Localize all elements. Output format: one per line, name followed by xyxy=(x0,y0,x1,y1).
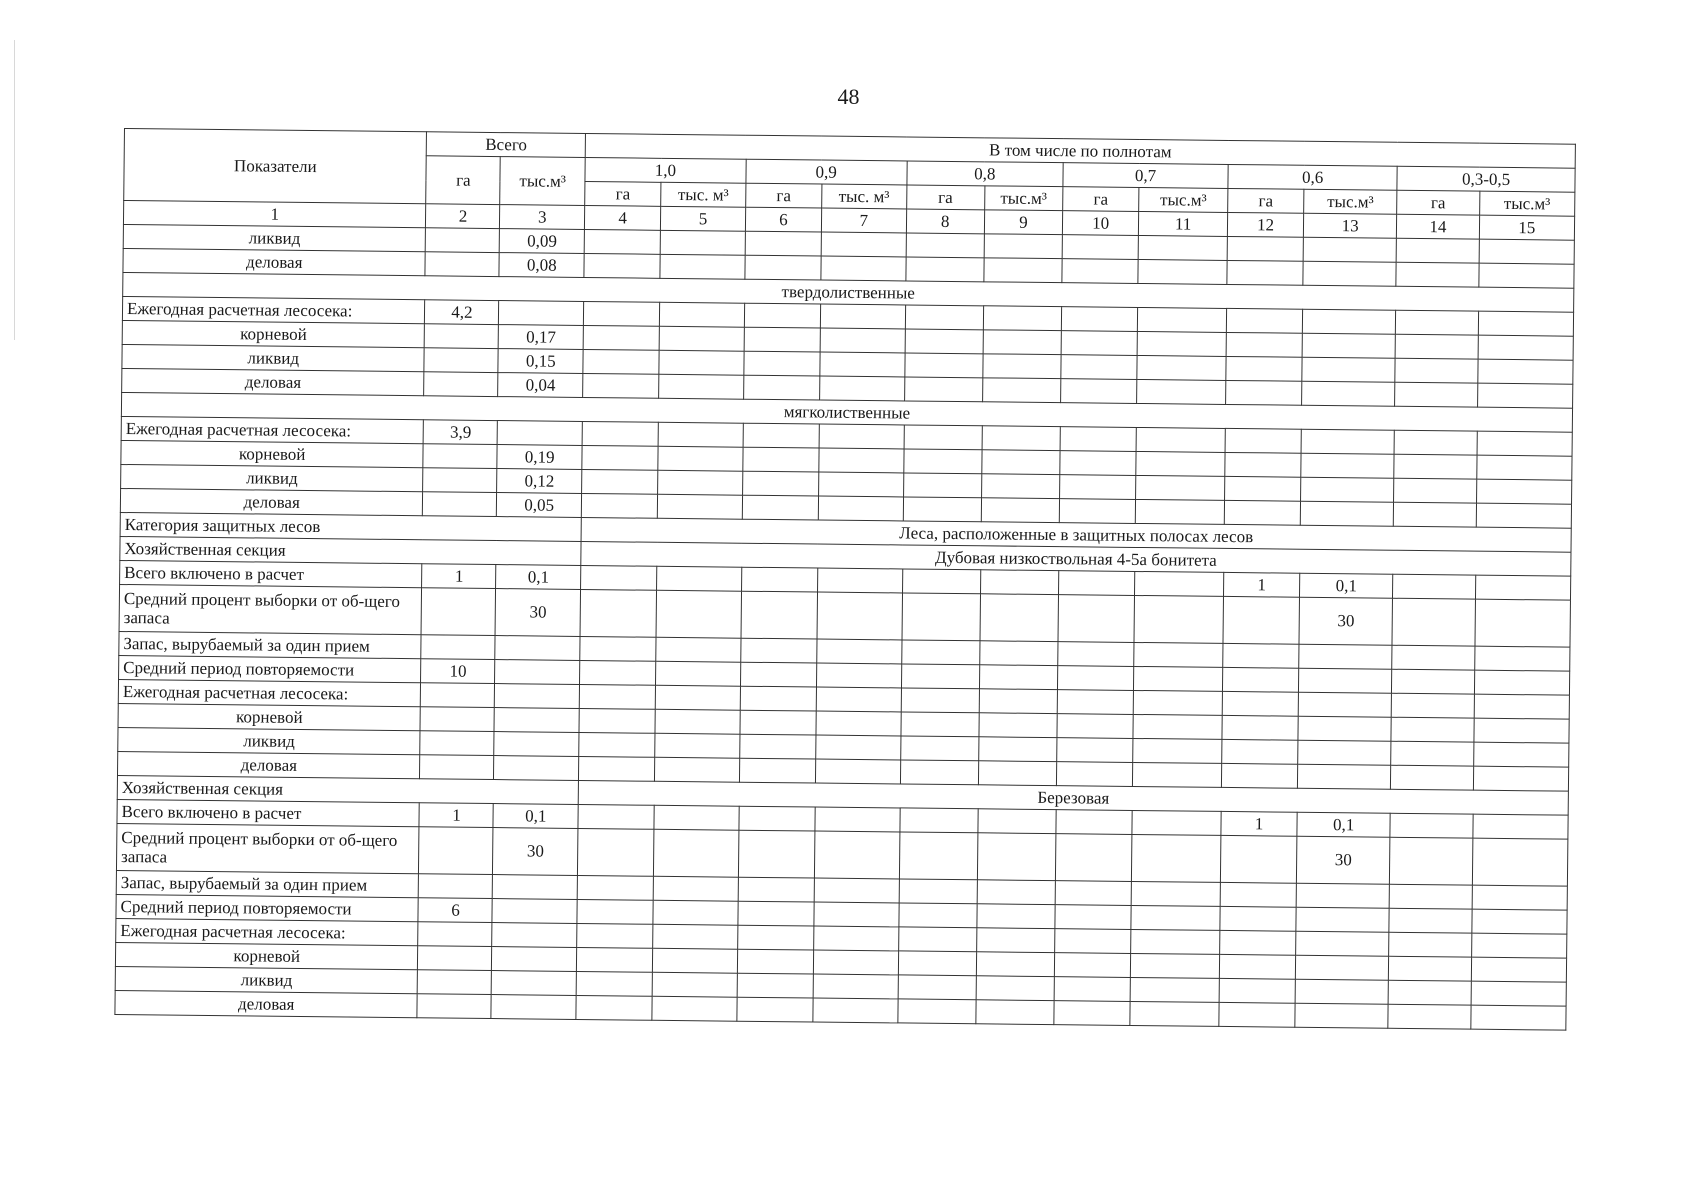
header-density-6: 0,3-0,5 xyxy=(1397,166,1575,192)
col-number: 8 xyxy=(906,209,985,234)
header-ha: га xyxy=(1063,187,1139,212)
row-label: деловая xyxy=(122,368,425,395)
cell-total-volume: 0,17 xyxy=(499,325,584,350)
cell-total-ha: 1 xyxy=(419,803,493,828)
cell-total-volume: 0,1 xyxy=(493,804,578,829)
cell-density-06-volume: 0,1 xyxy=(1300,573,1393,598)
row-label: корневой xyxy=(122,320,425,347)
header-density-4: 0,7 xyxy=(1063,163,1228,189)
header-ha: га xyxy=(745,183,821,208)
header-volume: тыс.м³ xyxy=(1304,189,1397,214)
cell-total-ha: 10 xyxy=(421,659,495,684)
row-label: Запас, вырубаемый за один прием xyxy=(119,631,422,658)
col-number: 7 xyxy=(821,208,906,233)
header-volume: тыс.м³ xyxy=(984,186,1063,211)
cell-density-06-volume: 30 xyxy=(1297,836,1391,884)
section-title: твердолиственные xyxy=(123,272,1574,312)
header-ha: га xyxy=(906,185,985,210)
col-number: 14 xyxy=(1397,214,1480,239)
row-label: ликвид xyxy=(123,224,426,251)
cell-total-volume: 0,04 xyxy=(498,373,583,398)
row-label: Средний процент выборки от об-щего запаса xyxy=(119,584,422,634)
col-number: 10 xyxy=(1062,211,1138,236)
cell-total-volume: 0,12 xyxy=(497,469,582,494)
row-label: ликвид xyxy=(118,727,421,754)
row-label: Ежегодная расчетная лесосека: xyxy=(121,416,424,443)
header-volume: тыс. м³ xyxy=(822,184,907,209)
cell-total-volume: 0,08 xyxy=(499,253,584,278)
row-label: корневой xyxy=(118,703,421,730)
header-ha: га xyxy=(585,181,661,206)
row-label: Средний период повторяемости xyxy=(116,894,419,921)
header-indicators: Показатели xyxy=(124,129,427,204)
row-label: корневой xyxy=(115,942,418,969)
forestry-table xyxy=(114,128,1576,1031)
row-label: Ежегодная расчетная лесосека: xyxy=(118,679,421,706)
cell-total-volume: 0,09 xyxy=(500,229,585,254)
category-label: Категория защитных лесов xyxy=(120,512,581,541)
cell-total-volume: 0,19 xyxy=(497,445,582,470)
econ-section-value: Дубовая низкоствольная 4-5а бонитета xyxy=(581,541,1571,576)
col-number: 5 xyxy=(661,206,746,231)
cell-total-ha: 1 xyxy=(422,564,496,589)
row-label: деловая xyxy=(117,751,420,778)
col-number: 3 xyxy=(500,205,585,230)
forestry-table-sheet xyxy=(114,128,1576,1031)
row-label: Всего включено в расчет xyxy=(117,799,420,826)
row-label: Всего включено в расчет xyxy=(120,560,423,587)
row-label: Ежегодная расчетная лесосека: xyxy=(116,918,419,945)
econ-section-label: Хозяйственная секция xyxy=(120,536,581,565)
header-volume: тыс.м³ xyxy=(1139,187,1228,212)
row-label: ликвид xyxy=(122,344,425,371)
category-value: Леса, расположенные в защитных полосах лесов xyxy=(581,517,1571,552)
header-volume: тыс. м³ xyxy=(661,182,746,207)
cell-total-volume: 30 xyxy=(495,589,580,637)
header-density-2: 0,9 xyxy=(746,159,907,185)
section-title: мягколиственные xyxy=(121,392,1572,432)
row-label: деловая xyxy=(123,248,426,275)
cell-total-ha: 4,2 xyxy=(425,300,499,325)
cell-total-volume: 0,15 xyxy=(498,349,583,374)
cell-total-volume: 0,1 xyxy=(496,565,581,590)
cell-total-volume: 0,05 xyxy=(497,493,582,518)
row-label: деловая xyxy=(120,488,423,515)
header-ha: га xyxy=(1397,190,1480,215)
header-density-1: 1,0 xyxy=(585,157,746,183)
econ-section-value: Березовая xyxy=(578,780,1568,815)
cell-density-06-volume: 0,1 xyxy=(1297,812,1390,837)
econ-section-label: Хозяйственная секция xyxy=(117,775,578,804)
header-total-ha: га xyxy=(426,156,501,205)
cell-density-06-ha: 1 xyxy=(1223,572,1299,597)
col-number: 4 xyxy=(584,205,660,230)
col-number: 1 xyxy=(123,201,426,228)
header-density-5: 0,6 xyxy=(1228,164,1397,190)
cell-total-volume: 30 xyxy=(493,828,578,876)
row-label: Средний процент выборки от об-щего запаса xyxy=(116,823,419,873)
cell-total-ha: 6 xyxy=(418,898,492,923)
page-number: 48 xyxy=(837,84,860,109)
header-volume: тыс.м³ xyxy=(1479,191,1575,216)
header-by-density: В том числе по полнотам xyxy=(585,133,1575,168)
cell-density-06-ha: 1 xyxy=(1221,811,1297,836)
row-label: Запас, вырубаемый за один прием xyxy=(116,870,419,897)
col-number: 11 xyxy=(1139,211,1228,236)
col-number: 2 xyxy=(426,204,500,229)
col-number: 15 xyxy=(1479,215,1575,240)
cell-density-06-volume: 30 xyxy=(1299,597,1393,645)
col-number: 13 xyxy=(1304,213,1397,238)
row-label: ликвид xyxy=(115,966,418,993)
col-number: 6 xyxy=(745,207,821,232)
row-label: Ежегодная расчетная лесосека: xyxy=(122,296,425,323)
row-label: ликвид xyxy=(121,464,424,491)
header-total: Всего xyxy=(427,132,586,158)
header-total-volume: тыс.м³ xyxy=(500,157,585,206)
header-density-3: 0,8 xyxy=(906,161,1063,187)
row-label: корневой xyxy=(121,440,424,467)
header-ha: га xyxy=(1228,188,1304,213)
col-number: 9 xyxy=(984,210,1063,235)
col-number: 12 xyxy=(1227,212,1303,237)
row-label: деловая xyxy=(115,990,418,1017)
cell-total-ha: 3,9 xyxy=(424,420,498,445)
row-label: Средний период повторяемости xyxy=(119,655,422,682)
